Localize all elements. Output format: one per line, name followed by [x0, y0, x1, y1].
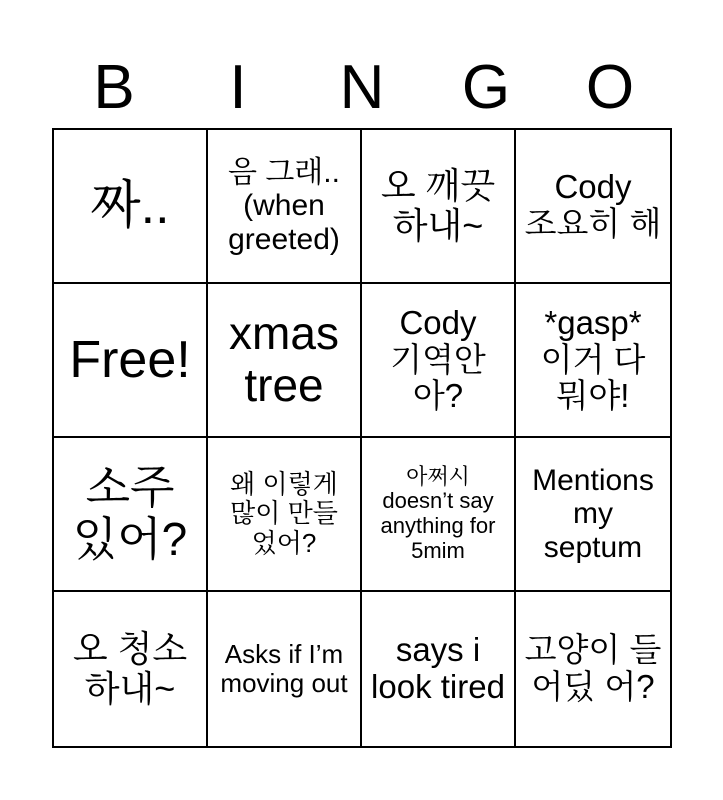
- cell-text: 음 그래.. (when greeted): [228, 155, 340, 256]
- cell-text: Cody 기역안 아?: [390, 303, 486, 415]
- cell-text: 오 깨끗 하내~: [380, 164, 496, 246]
- cell-text: 고양이 들 어딨 어?: [524, 631, 662, 705]
- free-cell[interactable]: [54, 284, 208, 438]
- bingo-cell[interactable]: [362, 438, 516, 592]
- cell-text: Free!: [69, 330, 191, 389]
- header-letter-n: N: [339, 53, 385, 122]
- bingo-cell[interactable]: [208, 130, 362, 284]
- header-letter-g: G: [461, 53, 511, 122]
- bingo-cell[interactable]: [54, 592, 208, 746]
- cell-text: 소주 있어?: [72, 461, 188, 565]
- bingo-cell[interactable]: [54, 130, 208, 284]
- bingo-cell[interactable]: [362, 592, 516, 746]
- bingo-header: [52, 48, 672, 128]
- bingo-board: [52, 128, 672, 748]
- bingo-cell[interactable]: [362, 284, 516, 438]
- cell-text: xmas tree: [229, 307, 339, 411]
- bingo-cell[interactable]: [54, 438, 208, 592]
- cell-text: Mentions my septum: [532, 463, 654, 564]
- bingo-cell[interactable]: [516, 284, 670, 438]
- cell-text: Cody 조요히 해: [524, 168, 662, 242]
- cell-text: 아쩌시 doesn’t say anything for 5mim: [380, 463, 496, 563]
- bingo-cell[interactable]: [208, 592, 362, 746]
- bingo-cell[interactable]: [516, 130, 670, 284]
- header-letter-o: O: [585, 53, 635, 122]
- bingo-cell[interactable]: [208, 284, 362, 438]
- cell-text: 왜 이렇게 많이 만들 었어?: [230, 469, 338, 558]
- bingo-cell[interactable]: [362, 130, 516, 284]
- cell-text: 짜..: [90, 176, 170, 235]
- cell-text: *gasp* 이거 다 뭐야!: [540, 303, 646, 415]
- bingo-cell[interactable]: [208, 438, 362, 592]
- header-letter-b: B: [93, 53, 135, 122]
- bingo-cell[interactable]: [516, 438, 670, 592]
- cell-text: Asks if I’m moving out: [220, 638, 348, 698]
- cell-text: says i look tired: [371, 631, 505, 705]
- cell-text: 오 청소 하내~: [72, 627, 188, 709]
- header-letter-i: I: [229, 53, 247, 122]
- bingo-cell[interactable]: [516, 592, 670, 746]
